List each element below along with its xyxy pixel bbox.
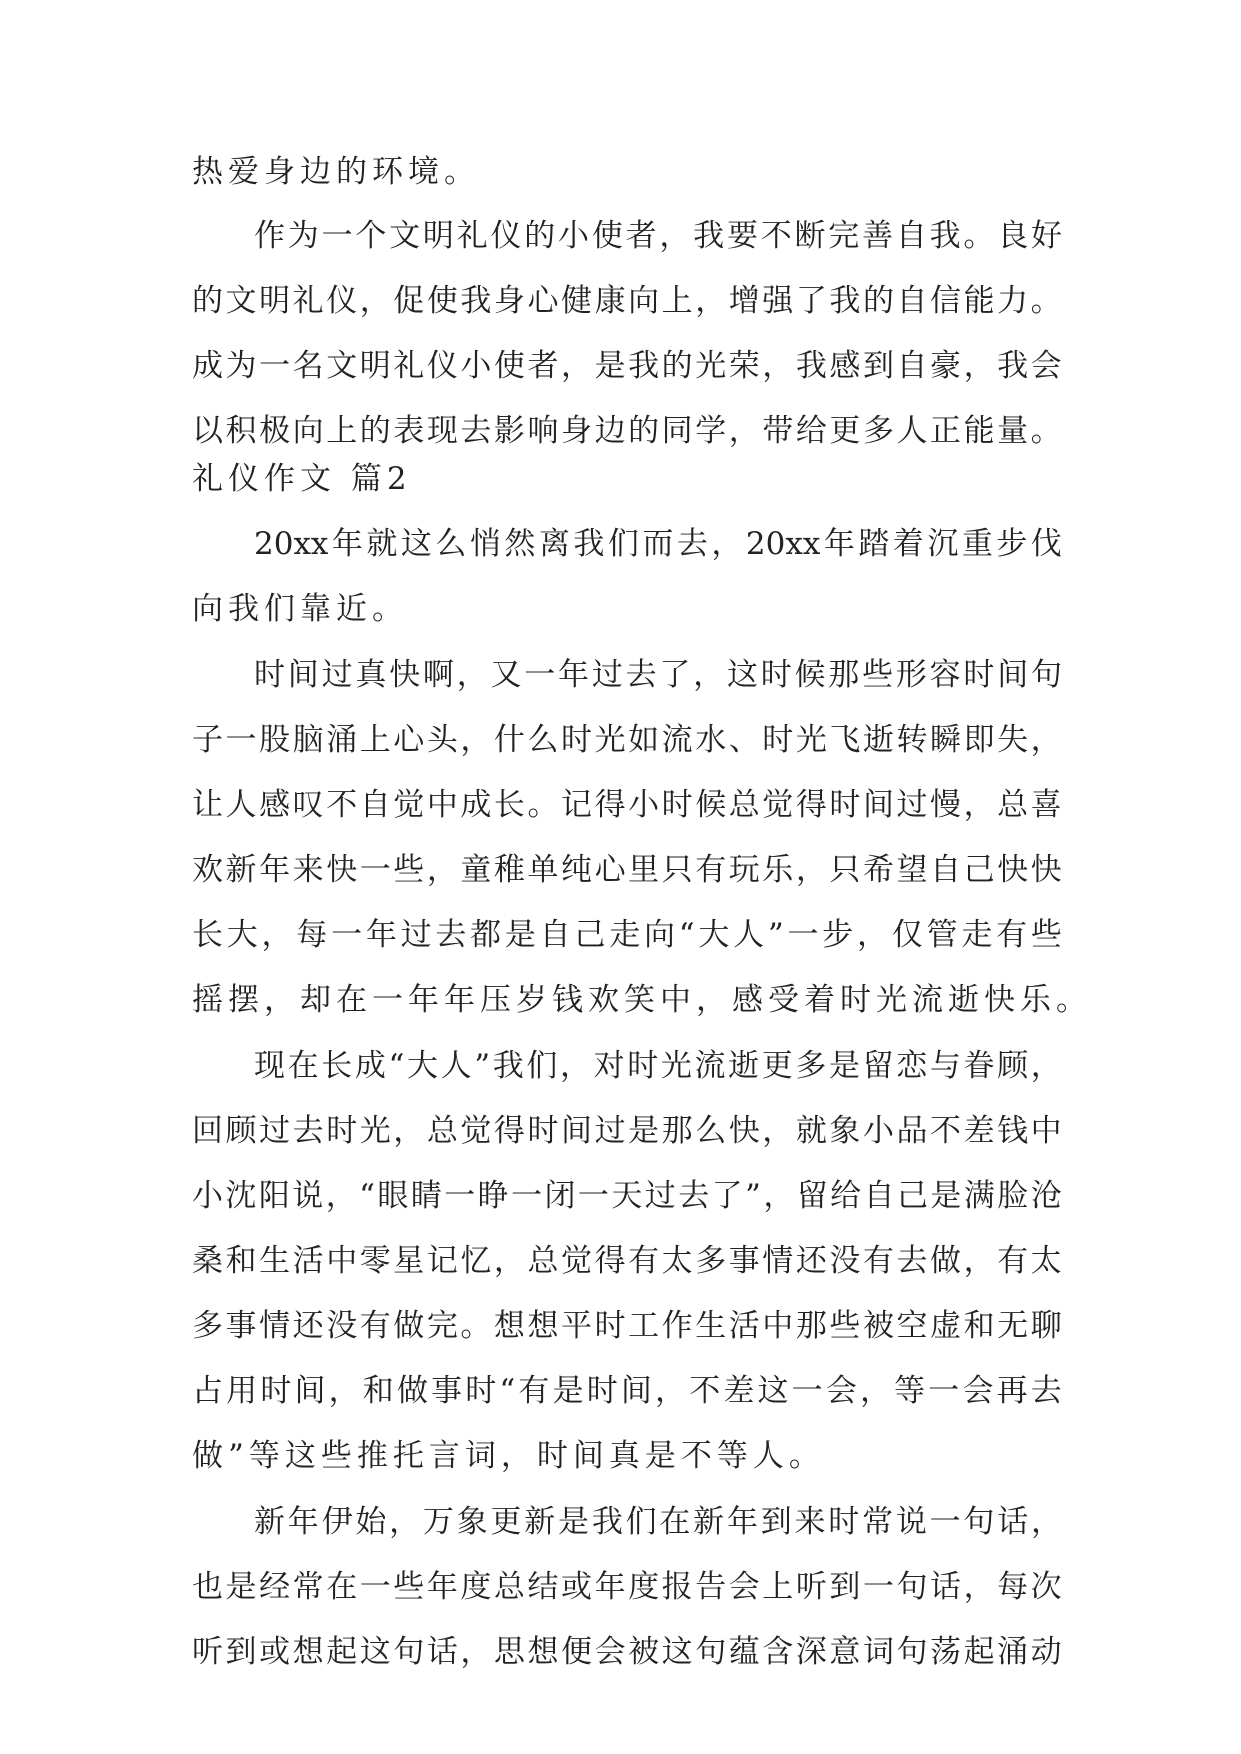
text-line: 成 为 一 名 文 明 礼 仪 小 使 者 ， 是 我 的 光 荣 ， 我 感 到 自 豪 ， 我 会 — [192, 348, 1062, 384]
text-line: 长 大 ， 每 一 年 过 去 都 是 自 己 走 向 “ 大 人 ” 一 步 ， 仅 管 走 有 些 — [192, 917, 1062, 953]
text-line: 桑 和 生 活 中 零 星 记 忆 ， 总 觉 得 有 太 多 事 情 还 没 有 去 做 ， 有 太 — [192, 1243, 1062, 1279]
text-line: 欢 新 年 来 快 一 些 ， 童 稚 单 纯 心 里 只 有 玩 乐 ， 只 希 望 自 己 快 快 — [192, 852, 1062, 888]
text-line: 听 到 或 想 起 这 句 话 ， 思 想 便 会 被 这 句 蕴 含 深 意 词 句 荡 起 涌 动 — [192, 1634, 1062, 1670]
text-line: 摇 摆 ， 却 在 一 年 年 压 岁 钱 欢 笑 中 ， 感 受 着 时 光 流 逝 快 乐 。 — [192, 982, 1092, 1018]
text-line: 以 积 极 向 上 的 表 现 去 影 响 身 边 的 同 学 ， 带 给 更 多 人 正 能 量 。 — [192, 413, 1062, 449]
text-line: 作 为 一 个 文 明 礼 仪 的 小 使 者 ， 我 要 不 断 完 善 自 我 。 良 好 — [254, 218, 1062, 254]
text-line: 多 事 情 还 没 有 做 完 。 想 想 平 时 工 作 生 活 中 那 些 被 空 虚 和 无 聊 — [192, 1308, 1062, 1344]
paragraph — [192, 212, 1062, 455]
document-body — [192, 148, 1092, 1676]
text-line: 热 爱 身 边 的 环 境 。 — [192, 154, 480, 190]
text-line: 新 年 伊 始 ， 万 象 更 新 是 我 们 在 新 年 到 来 时 常 说 一 句 话 ， — [254, 1504, 1062, 1540]
text-line: 现 在 长 成 “ 大 人 ” 我 们 ， 对 时 光 流 逝 更 多 是 留 恋 与 眷 顾 ， — [254, 1048, 1062, 1084]
text-line: 子 一 股 脑 涌 上 心 头 ， 什 么 时 光 如 流 水 、 时 光 飞 逝 转 瞬 即 失 ， — [192, 722, 1062, 758]
text-line: 20xx 年 就 这 么 悄 然 离 我 们 而 去 ， 20xx 年 踏 着 沉 重 步 伐 — [254, 526, 1062, 562]
continuation-paragraph — [192, 148, 1062, 196]
paragraph — [192, 1498, 1062, 1676]
section-heading: 礼仪作文 篇2 — [192, 461, 412, 497]
text-line: 做 ” 等 这 些 推 托 言 词 ， 时 间 真 是 不 等 人 。 — [192, 1438, 825, 1474]
text-line: 回 顾 过 去 时 光 ， 总 觉 得 时 间 过 是 那 么 快 ， 就 象 小 品 不 差 钱 中 — [192, 1113, 1062, 1149]
text-line: 小 沈 阳 说 ， “ 眼 睛 一 睁 一 闭 一 天 过 去 了 ” ， 留 给 自 己 是 满 脸 沧 — [192, 1178, 1062, 1214]
text-line: 也 是 经 常 在 一 些 年 度 总 结 或 年 度 报 告 会 上 听 到 一 句 话 ， 每 次 — [192, 1569, 1062, 1605]
text-line: 占 用 时 间 ， 和 做 事 时 “ 有 是 时 间 ， 不 差 这 一 会 ， 等 一 会 再 去 — [192, 1373, 1062, 1409]
paragraph — [192, 651, 1092, 1024]
text-line: 的 文 明 礼 仪 ， 促 使 我 身 心 健 康 向 上 ， 增 强 了 我 的 自 信 能 力 。 — [192, 283, 1062, 319]
paragraph — [192, 1042, 1062, 1480]
text-line: 时 间 过 真 快 啊 ， 又 一 年 过 去 了 ， 这 时 候 那 些 形 容 时 间 句 — [254, 657, 1062, 693]
text-line: 让 人 感 叹 不 自 觉 中 成 长 。 记 得 小 时 候 总 觉 得 时 间 过 慢 ， 总 喜 — [192, 787, 1062, 823]
paragraph — [192, 520, 1062, 633]
text-line: 向 我 们 靠 近 。 — [192, 591, 408, 627]
